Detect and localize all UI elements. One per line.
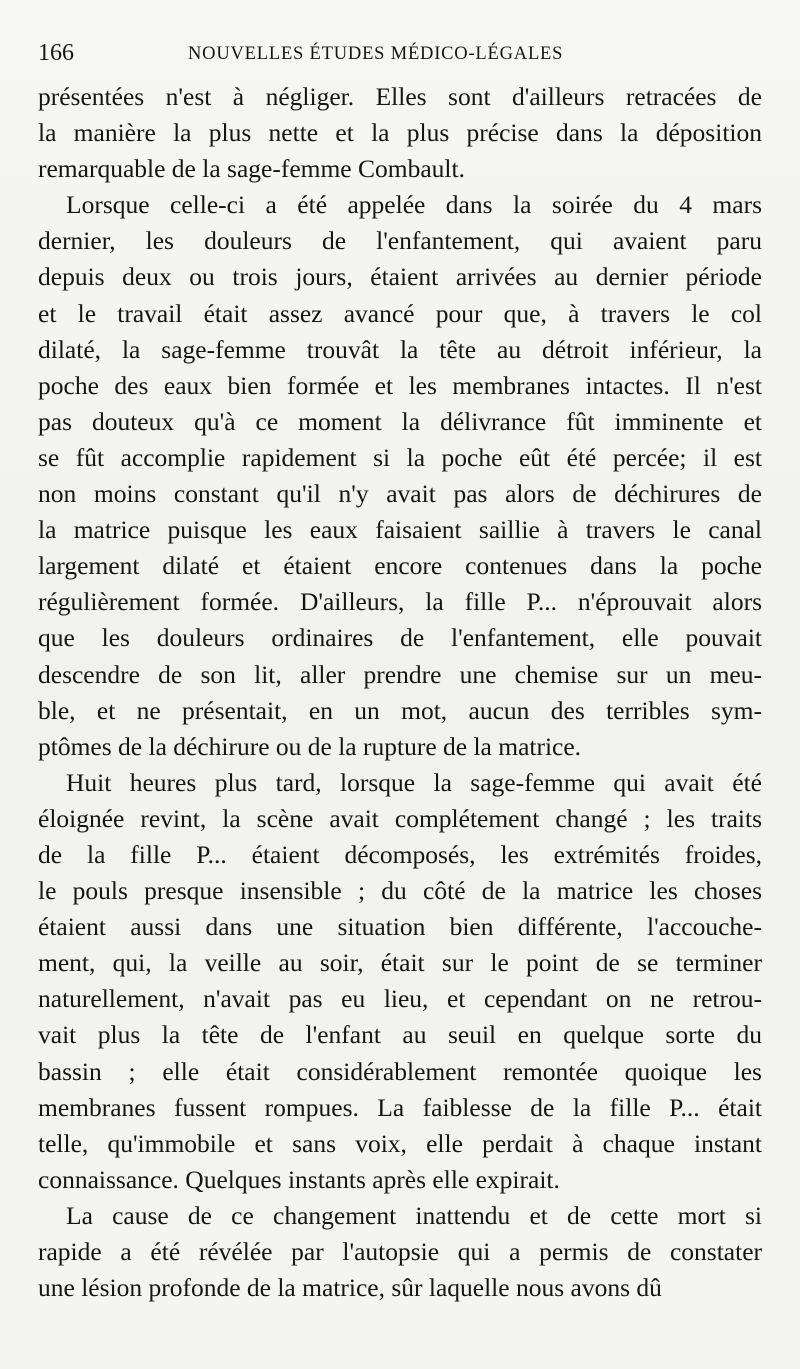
text-line: telle, qu'immobile et sans voix, elle perdait à chaque instant xyxy=(38,1128,762,1158)
text-line: le pouls presque insensible ; du côté de la matrice les choses xyxy=(38,876,762,906)
text-line: non moins constant qu'il n'y avait pas alors de déchirures de xyxy=(38,479,762,509)
text-line: largement dilaté et étaient encore contenues dans la poche xyxy=(38,551,762,581)
text-line: la manière la plus nette et la plus précise dans la déposition xyxy=(38,118,762,148)
paragraph xyxy=(38,1198,762,1306)
text-line: la matrice puisque les eaux faisaient saillie à travers le canal xyxy=(38,515,762,545)
page-number: 166 xyxy=(38,40,74,66)
text-line: ment, qui, la veille au soir, était sur le point de se terminer xyxy=(38,948,762,978)
text-line: se fût accomplie rapidement si la poche eût été percée; il est xyxy=(38,442,762,472)
text-line: descendre de son lit, aller prendre une chemise sur un meu- xyxy=(38,659,762,689)
text-line: membranes fussent rompues. La faiblesse de la fille P... était xyxy=(38,1092,762,1122)
text-line: dernier, les douleurs de l'enfantement, qui avaient paru xyxy=(38,226,762,256)
text-line: depuis deux ou trois jours, étaient arrivées au dernier période xyxy=(38,262,762,292)
text-line: La cause de ce changement inattendu et de cette mort si xyxy=(66,1200,762,1230)
text-line: étaient aussi dans une situation bien différente, l'accouche- xyxy=(38,912,762,942)
text-line: pas douteux qu'à ce moment la délivrance fût imminente et xyxy=(38,406,762,436)
text-line: poche des eaux bien formée et les membranes intactes. Il n'est xyxy=(38,370,762,400)
text-line: dilaté, la sage-femme trouvât la tête au détroit inférieur, la xyxy=(38,334,762,364)
text-line: Huit heures plus tard, lorsque la sage-femme qui avait été xyxy=(66,767,762,797)
text-line: bassin ; elle était considérablement remontée quoique les xyxy=(38,1056,762,1086)
paragraph xyxy=(38,187,762,765)
text-line: connaissance. Quelques instants après elle expirait. xyxy=(38,1164,560,1194)
text-line: de la fille P... étaient décomposés, les extrémités froides, xyxy=(38,839,762,869)
text-line: que les douleurs ordinaires de l'enfantement, elle pouvait xyxy=(38,623,762,653)
text-line: Lorsque celle-ci a été appelée dans la soirée du 4 mars xyxy=(66,190,762,220)
paragraph xyxy=(38,765,762,1198)
paragraph xyxy=(38,79,762,187)
text-line: éloignée revint, la scène avait complétement changé ; les traits xyxy=(38,803,762,833)
page-header xyxy=(38,38,760,68)
text-line: vait plus la tête de l'enfant au seuil en quelque sorte du xyxy=(38,1020,762,1050)
text-line: ble, et ne présentait, en un mot, aucun des terribles sym- xyxy=(38,695,762,725)
text-line: remarquable de la sage-femme Combault. xyxy=(38,154,465,184)
text-line: ptômes de la déchirure ou de la rupture de la matrice. xyxy=(38,731,582,761)
text-line: rapide a été révélée par l'autopsie qui a permis de constater xyxy=(38,1237,762,1266)
text-line: régulièrement formée. D'ailleurs, la fille P... n'éprouvait alors xyxy=(38,587,762,617)
text-line: naturellement, n'avait pas eu lieu, et cependant on ne retrou- xyxy=(38,984,762,1014)
text-line: une lésion profonde de la matrice, sûr laquelle nous avons dû xyxy=(38,1273,662,1303)
running-title: NOUVELLES ÉTUDES MÉDICO-LÉGALES xyxy=(188,44,564,64)
text-line: présentées n'est à négliger. Elles sont d'ailleurs retracées de xyxy=(38,82,762,111)
body-text xyxy=(38,79,762,1306)
text-line: et le travail était assez avancé pour que, à travers le col xyxy=(38,298,762,328)
